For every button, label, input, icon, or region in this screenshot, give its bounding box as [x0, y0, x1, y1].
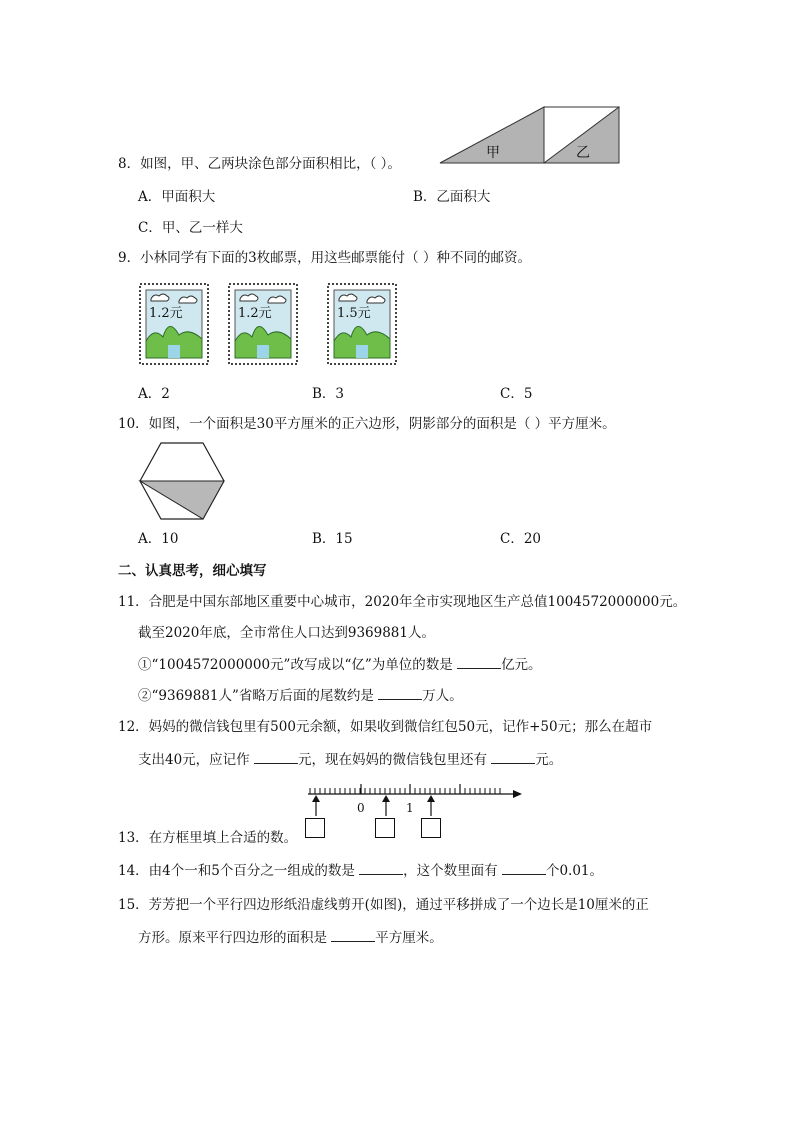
answer-box-3[interactable] [421, 818, 441, 838]
q15-line2-post: 平方厘米。 [375, 930, 443, 946]
stamp-1-value: 1.2元 [149, 306, 183, 321]
q12-answer-blank-1[interactable] [254, 751, 298, 764]
arrow-up-icon [427, 795, 435, 802]
q9-option-c: C．5 [500, 386, 533, 402]
q11-sub2-unit: 万人。 [422, 688, 463, 704]
q8-option-b: B．乙面积大 [413, 189, 491, 205]
q11-sub1-text: ①“1004572000000元”改写成以“亿”为单位的数是 [138, 657, 453, 673]
arrow-up-icon [382, 795, 390, 802]
q11-sub2-answer-blank[interactable] [378, 687, 422, 700]
number-line-zero-label: 0 [357, 801, 365, 814]
q11-sub1-unit: 亿元。 [501, 657, 542, 673]
q11-line2: 截至2020年底，全市常住人口达到9369881人。 [138, 625, 435, 641]
q15-line1: 15．芳芳把一个平行四边形纸沿虚线剪开(如图)，通过平移拼成了一个边长是10厘米的正 [118, 897, 649, 913]
hexagon-figure [138, 441, 226, 521]
q8-label-jia: 甲 [486, 145, 500, 161]
number-line-one-label: 1 [406, 801, 414, 814]
stamp-3-value: 1.5元 [337, 306, 371, 321]
q12-line2-mid: 元，现在妈妈的微信钱包里还有 [297, 752, 487, 768]
q10-option-c: C．20 [500, 531, 542, 547]
q11-sub1 [138, 656, 542, 673]
q8-option-a: A．甲面积大 [138, 189, 216, 205]
q12-line2-post: 元。 [535, 752, 563, 768]
q12-line2-pre: 支出40元，应记作 [138, 752, 250, 768]
q11-sub2-text: ②“9369881人”省略万后面的尾数约是 [138, 688, 374, 704]
q9-option-b: B．3 [312, 386, 345, 402]
q8-stem: 8．如图，甲、乙两块涂色部分面积相比，（ ）。 [118, 156, 401, 172]
q11-sub1-answer-blank[interactable] [457, 656, 501, 669]
stamp-2 [228, 283, 298, 365]
section-title: 二、认真思考，细心填写 [118, 563, 267, 579]
q14-answer-blank-1[interactable] [359, 862, 403, 875]
q11-sub2 [138, 687, 463, 704]
stamp-3 [327, 283, 397, 365]
q15-line2-pre: 方形。原来平行四边形的面积是 [138, 930, 327, 946]
arrow-up-icon [312, 795, 320, 802]
q10-stem: 10．如图，一个面积是30平方厘米的正六边形，阴影部分的面积是（ ）平方厘米。 [118, 416, 616, 432]
q8-option-c: C．甲、乙一样大 [138, 220, 243, 236]
answer-box-2[interactable] [375, 818, 395, 838]
q14-answer-blank-2[interactable] [502, 862, 546, 875]
q10-option-a: A．10 [138, 531, 179, 547]
q8-label-yi: 乙 [576, 145, 590, 161]
q14-post: 个0.01。 [545, 863, 604, 879]
stamp-1 [139, 283, 209, 365]
q11-line1: 11．合肥是中国东部地区重要中心城市，2020年全市实现地区生产总值1004572000000元。 [118, 594, 687, 610]
q14-line [118, 862, 603, 879]
stamp-2-value: 1.2元 [238, 306, 272, 321]
q15-answer-blank[interactable] [331, 929, 375, 942]
q15-line2 [138, 929, 443, 946]
q9-stem: 9．小林同学有下面的3枚邮票，用这些邮票能付（ ）种不同的邮资。 [118, 250, 531, 266]
q8-figure [434, 103, 624, 167]
q9-option-a: A．2 [138, 386, 170, 402]
q13-stem: 13．在方框里填上合适的数。 [118, 830, 298, 846]
q10-option-b: B．15 [312, 531, 353, 547]
number-line-arrows [300, 794, 525, 816]
q14-pre: 14．由4个一和5个百分之一组成的数是 [118, 863, 355, 879]
answer-box-1[interactable] [305, 818, 325, 838]
q12-line1: 12．妈妈的微信钱包里有500元余额，如果收到微信红包50元，记作+50元；那么在超市 [118, 719, 653, 735]
q14-mid: ，这个数里面有 [403, 863, 498, 879]
q12-line2 [138, 751, 562, 768]
q12-answer-blank-2[interactable] [491, 751, 535, 764]
